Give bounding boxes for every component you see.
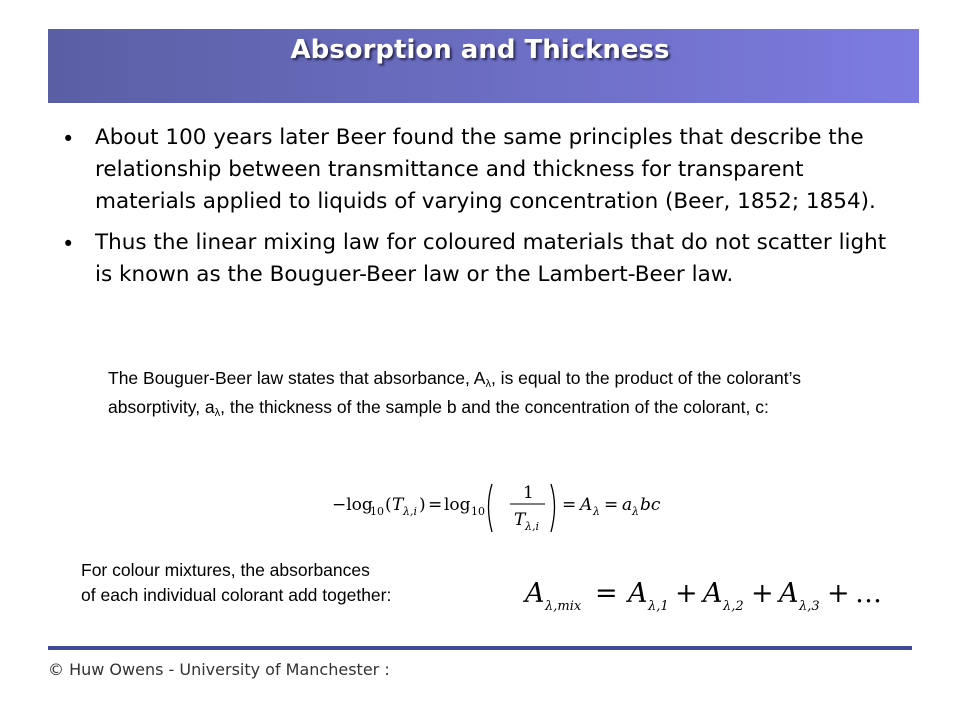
svg-text:10: 10 xyxy=(471,505,485,518)
svg-text:T: T xyxy=(392,495,404,515)
svg-text:): ) xyxy=(419,495,426,515)
footer-credit: © Huw Owens - University of Manchester : xyxy=(48,660,390,679)
svg-text:A: A xyxy=(628,578,648,609)
mixture-equation xyxy=(505,570,915,622)
svg-text:=: = xyxy=(604,495,619,515)
svg-text:+: + xyxy=(751,578,774,609)
svg-text:bc: bc xyxy=(640,495,661,515)
svg-text:λ: λ xyxy=(593,505,600,518)
svg-text:T: T xyxy=(514,510,526,530)
svg-text:=: = xyxy=(562,495,577,515)
svg-text:λ: λ xyxy=(632,505,639,518)
bullet-item xyxy=(62,227,892,291)
svg-text:…: … xyxy=(855,578,882,609)
svg-text:a: a xyxy=(622,495,633,515)
bullet-dot-icon: • xyxy=(62,127,75,151)
svg-text:1: 1 xyxy=(523,483,534,503)
bullet-dot-icon: • xyxy=(62,232,75,256)
svg-text:log: log xyxy=(444,495,471,515)
svg-text:λ,i: λ,i xyxy=(403,505,417,518)
svg-text:=: = xyxy=(595,578,618,609)
svg-text:A: A xyxy=(580,495,593,515)
law-description: The Bouguer-Beer law states that absorbance, $A_\lambda$, is equal to the product of the colorant’s absorptivity, $a_\lambda$, the thickness of the sample b and the concentration of the colorant, c: xyxy=(108,368,801,419)
bullet-item xyxy=(62,122,892,218)
svg-text:λ,i: λ,i xyxy=(525,520,539,533)
svg-text:λ,3: λ,3 xyxy=(799,599,820,614)
svg-text:A: A xyxy=(779,578,799,609)
bullet-list xyxy=(62,122,892,300)
svg-text:A: A xyxy=(525,578,545,609)
slide-title: Absorption and Thickness xyxy=(290,35,670,65)
svg-text:+: + xyxy=(675,578,698,609)
svg-text:λ,mix: λ,mix xyxy=(545,599,582,614)
svg-text:λ,1: λ,1 xyxy=(648,599,669,614)
svg-text:+: + xyxy=(827,578,850,609)
svg-text:=: = xyxy=(428,495,443,515)
beer-law-equation xyxy=(330,470,690,540)
footer-divider xyxy=(48,646,912,650)
svg-text:10: 10 xyxy=(370,505,384,518)
svg-text:λ,2: λ,2 xyxy=(723,599,744,614)
svg-text:(: ( xyxy=(385,495,392,515)
bullet-text: Thus the linear mixing law for coloured materials that do not scatter light is known as the Bouguer-Beer law or the Lambert-Beer law. xyxy=(95,230,887,287)
svg-text:−log: −log xyxy=(332,495,373,515)
bullet-text: About 100 years later Beer found the same principles that describe the relationship between transmittance and thickness for transparent materials applied to liquids of varying concentration (Beer, 1852; 1854). xyxy=(95,125,876,214)
mixture-description: For colour mixtures, the absorbances of each individual colorant add together: xyxy=(81,560,392,605)
svg-text:A: A xyxy=(703,578,723,609)
